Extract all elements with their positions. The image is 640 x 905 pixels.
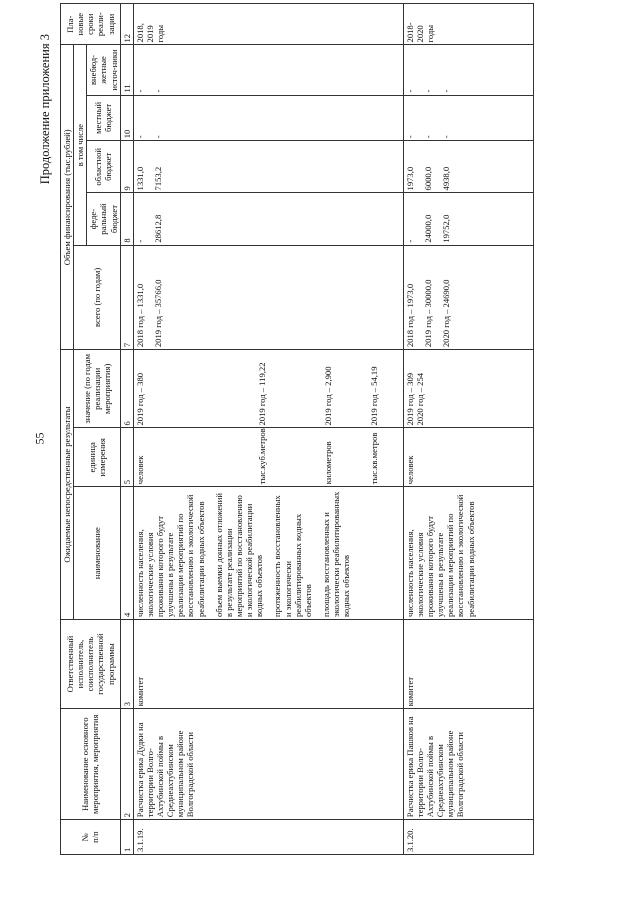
col-number: 4 [120,487,133,620]
row-responsible: комитет [133,619,403,708]
header-fin-fed: феде-ральный бюджет [87,193,120,245]
header-res-unit: единица измерения [74,428,121,487]
fin-regional-value: 1331,0 [134,166,145,191]
header-no: № п/п [61,820,121,855]
indicator-name: численность населения, экологические условия проживания которого будут улучшены в результате реализации мероприятий по восстановлению и экологической реабилитации водных объектов [403,487,533,620]
fin-offbudget-value: - [441,89,451,93]
fin-total [133,245,403,349]
indicator-names [133,487,403,620]
col-number: 11 [120,45,133,95]
fin-regional-value: 6000,0 [422,166,433,191]
column-numbers-row [120,4,133,855]
fin-offbudget-value: - [152,89,163,93]
col-number: 1 [120,820,133,855]
fin-total-value: 2020 год – 24690,0 [441,279,451,348]
fin-local-value: - [422,135,433,139]
header-fin-off: внебюд-жетные источ-ники [87,45,120,95]
fin-offbudget [403,45,533,95]
row-number: 3.1.19. [133,820,403,855]
program-table [60,3,534,855]
row-name: Расчистка ерика Пашков на территории Волго-Ахтубинской поймы в Среднеахтубинском муниципальном районе Волгоградской области [403,709,533,820]
indicator-name: численность населения, экологические условия проживания которого будут улучшены в результате реализации мероприятий по восстановлению и экологической реабилитации водных объектов [134,494,206,617]
header-financing: Объем финансирования (тыс.рублей) [61,45,74,350]
col-number: 6 [120,350,133,428]
header-resp: Ответственный исполнитель, соисполнитель государственной программы [61,619,121,708]
fin-federal-value: 24000,0 [422,214,433,243]
header-terms: Пла-новые сроки реали-зации [61,4,121,45]
indicator-unit: тыс.куб.метров [256,428,267,485]
fin-federal [133,193,403,245]
fin-total-value: 2019 год – 35766,0 [152,279,163,348]
col-number: 8 [120,193,133,245]
fin-federal-value: - [404,239,415,243]
fin-local [403,95,533,141]
continuation-title: Продолжение приложения 3 [38,34,52,185]
fin-regional [133,141,403,193]
header-fin-reg: областной бюджет [87,141,120,193]
indicator-units [133,428,403,487]
row-terms: 2018, 2019 годы [133,4,403,45]
fin-total-value: 2018 год – 1331,0 [134,283,145,348]
indicator-unit: километров [323,441,333,485]
indicator-value: 2019 год – 119,22 [256,362,267,426]
fin-local-value: - [441,135,451,139]
fin-local-value: - [134,135,145,139]
fin-offbudget-value: - [134,89,145,93]
fin-total [403,245,533,349]
fin-regional-value: 4938,0 [441,166,451,191]
header-fin-total: всего (по годам) [74,245,121,349]
table-row [403,4,533,855]
fin-total-value: 2019 год – 30000,0 [422,279,433,348]
header-fin-loc: местный бюджет [87,95,120,141]
indicator-name: протяженность восстановленных и экологически реабилитированных водных объектов [272,495,313,617]
fin-local-value: - [152,135,163,139]
row-terms: 2018-2020 годы [403,4,533,45]
row-name: Расчистка ерика Дудки на территории Волго-Ахтубинской поймы в Среднеахтубинском муниципальном районе Волгоградской области [133,709,403,820]
fin-federal [403,193,533,245]
indicator-value: 2019 год – 54,19 [369,366,380,426]
fin-federal-value: - [134,239,145,243]
fin-regional-value: 7153,2 [152,166,163,191]
fin-offbudget-value: - [404,89,415,93]
header-res-value: значение (по годам реализации мероприятия) [74,350,121,428]
fin-offbudget [133,45,403,95]
col-number: 2 [120,709,133,820]
indicator-values [133,350,403,428]
indicator-value: 2019 год – 2,900 [323,366,333,426]
fin-federal-value: 28612,8 [152,214,163,243]
indicator-value: 2019 год – 380 [134,372,145,426]
indicator-unit: тыс.кв.метров [369,432,380,485]
fin-federal-value: 19752,0 [441,214,451,243]
header-fin-incl: в том числе [74,45,87,245]
indicator-name: площадь восстановленных и экологически реабилитированных водных объектов [320,491,352,617]
col-number: 3 [120,619,133,708]
fin-local [133,95,403,141]
col-number: 5 [120,428,133,487]
fin-offbudget-value: - [422,89,433,93]
fin-local-value: - [404,135,415,139]
indicator-unit: человек [403,428,533,487]
fin-total-value: 2018 год – 1973,0 [404,283,415,348]
indicator-value: 2019 год – 309 2020 год – 254 [403,350,533,428]
indicator-unit: человек [134,455,145,485]
col-number: 9 [120,141,133,193]
fin-regional-value: 1973,0 [404,166,415,191]
header-results: Ожидаемые непосредственные результаты [61,350,74,620]
indicator-name: объем выемки донных отложений в результате реализации мероприятий по восстановлению и экологической реабилитации водных объектов [213,493,265,617]
table-row [133,4,403,855]
row-responsible: комитет [403,619,533,708]
col-number: 12 [120,4,133,45]
header-res-name: наименование [74,487,121,620]
fin-regional [403,141,533,193]
col-number: 7 [120,245,133,349]
col-number: 10 [120,95,133,141]
header-name: Наименование основного мероприятия, мероприятия [61,709,121,820]
page-number: 55 [32,432,47,445]
row-number: 3.1.20. [403,820,533,855]
